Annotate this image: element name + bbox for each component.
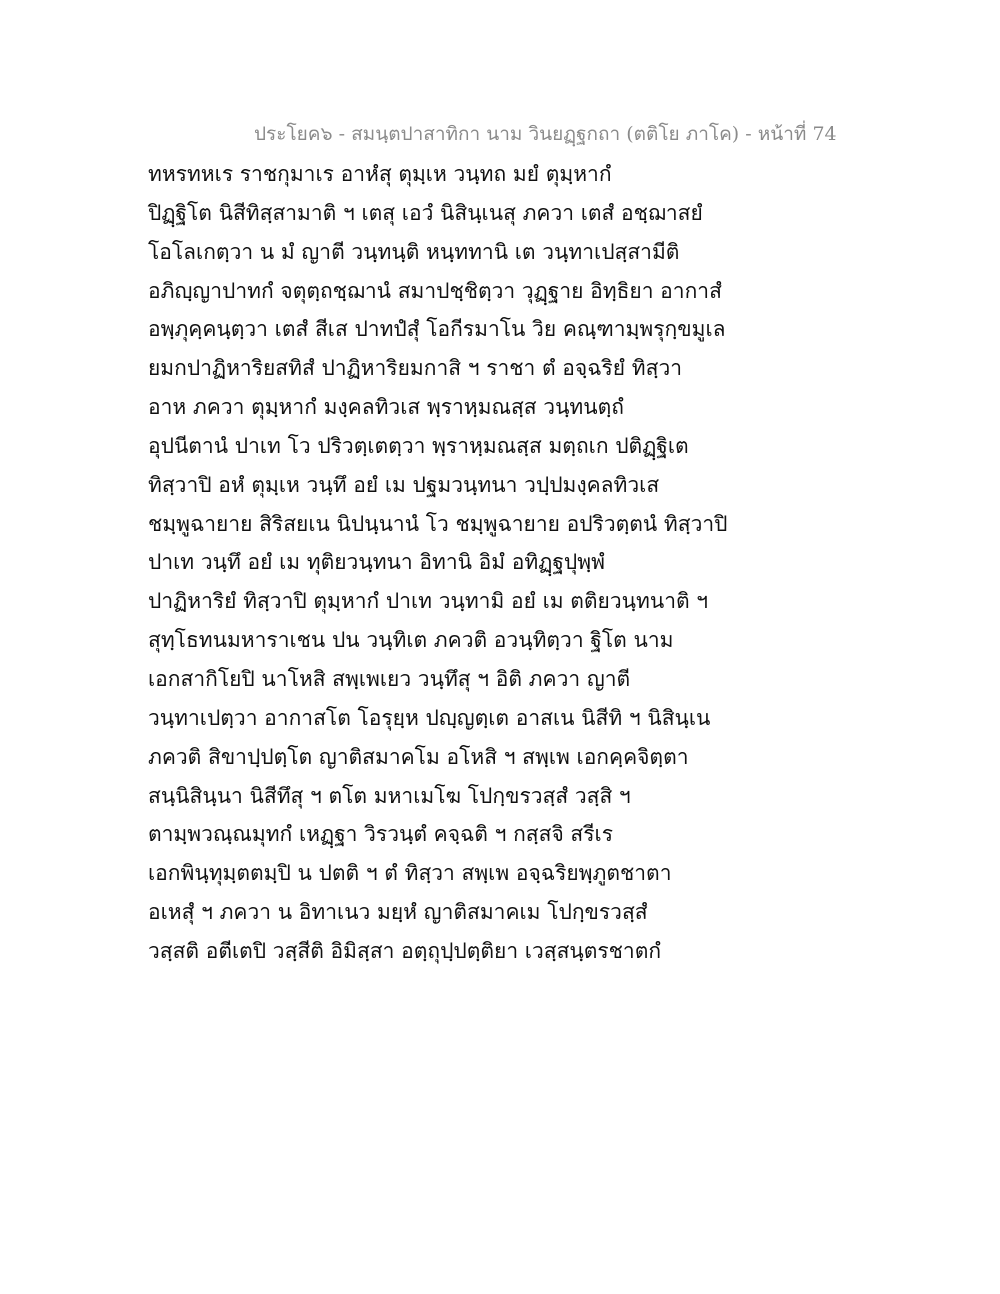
text-line: วสฺสติ อตีเตปิ วสฺสีติ อิมิสฺสา อตฺถุปฺปตฺติยา เวสฺสนฺตรชาตกํ [148, 938, 662, 963]
text-line: ปิฏฺฐิโต นิสีทิสฺสามาติ ฯ เตสุ เอวํ นิสินฺเนสุ ภควา เตสํ อชฺฌาสยํ [148, 200, 703, 225]
text-line: วนฺทาเปตฺวา อากาสโต โอรุยฺห ปญฺญตฺเต อาสเน นิสีทิ ฯ นิสินฺเน [148, 705, 711, 730]
text-line: อภิญฺญาปาทกํ จตุตฺถชฺฌานํ สมาปชฺชิตฺวา วุฏฺฐาย อิทฺธิยา อากาสํ [148, 278, 722, 303]
text-line: ปาเท วนฺทึ อยํ เม ทุติยวนฺทนา อิทานิ อิมํ อทิฏฺฐปุพฺพํ [148, 550, 605, 575]
running-header: ประโยค๖ - สมนฺตปาสาทิกา นาม วินยฏฺฐกถา (ตติโย ภาโค) - หน้าที่ 74 [254, 123, 837, 145]
text-line: ทหรทหเร ราชกุมาเร อาหํสุ ตุมฺเห วนฺทถ มยํ ตุมฺหากํ [148, 162, 612, 186]
text-line: สนฺนิสินฺนา นิสีทึสุ ฯ ตโต มหาเมโฆ โปกฺขรวสฺสํ วสฺสิ ฯ [148, 783, 631, 808]
text-line: ชมฺพูฉายาย สิริสยเน นิปนฺนานํ โว ชมฺพูฉายาย อปริวตฺตนํ ทิสฺวาปิ [148, 511, 728, 536]
text-line: ภควติ สิขาปฺปตฺโต ญาติสมาคโม อโหสิ ฯ สพฺเพ เอกคฺคจิตฺตา [148, 744, 689, 769]
body-text [148, 155, 728, 971]
text-line: ยมกปาฏิหาริยสทิสํ ปาฏิหาริยมกาสิ ฯ ราชา ตํ อจฺฉริยํ ทิสฺวา [148, 356, 683, 381]
text-line: อุปนีตานํ ปาเท โว ปริวตฺเตตฺวา พฺราหฺมณสฺส มตฺถเก ปติฏฺฐิเต [148, 433, 689, 458]
text-line: ปาฏิหาริยํ ทิสฺวาปิ ตุมฺหากํ ปาเท วนฺทามิ อยํ เม ตติยวนฺทนาติ ฯ [148, 589, 709, 614]
text-line: อาห ภควา ตุมฺหากํ มงฺคลทิวเส พฺราหฺมณสฺส วนฺทนตฺถํ [148, 395, 624, 420]
text-line: อพฺภุคฺคนฺตฺวา เตสํ สีเส ปาทปํสุํ โอกีรมาโน วิย คณฺฑามฺพรุกฺขมูเล [148, 317, 726, 342]
text-line: ทิสฺวาปิ อหํ ตุมฺเห วนฺทึ อยํ เม ปฐมวนฺทนา วปฺปมงฺคลทิวเส [148, 472, 660, 497]
text-line: เอกสากิโยปิ นาโหสิ สพฺเพเยว วนฺทึสุ ฯ อิติ ภควา ญาตี [148, 666, 631, 691]
text-line: สุทฺโธทนมหาราเชน ปน วนฺทิเต ภควติ อวนฺทิตฺวา ฐิโต นาม [148, 628, 674, 653]
text-line: อเหสุํ ฯ ภควา น อิทาเนว มยฺหํ ญาติสมาคเม โปกฺขรวสฺสํ [148, 900, 648, 925]
text-line: เอกพินฺทุมฺตตมฺปิ น ปตติ ฯ ตํ ทิสฺวา สพฺเพ อจฺฉริยพฺภูตชาตา [148, 861, 672, 886]
text-line: ตามฺพวณฺณมุทกํ เหฏฺฐา วิรวนฺตํ คจฺฉติ ฯ กสฺสจิ สรีเร [148, 822, 613, 847]
text-line: โอโลเกตฺวา น มํ ญาตี วนฺทนฺติ หนฺททานิ เต วนฺทาเปสฺสามีติ [148, 239, 680, 264]
